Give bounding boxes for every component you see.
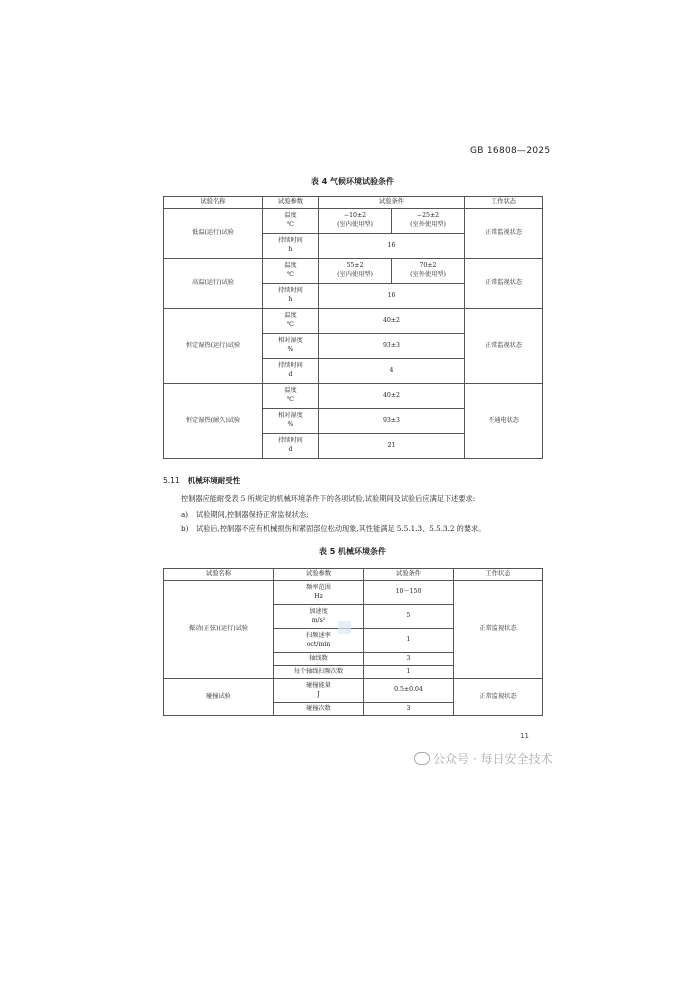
status-cell: 正常监视状态	[465, 209, 543, 259]
condition-cell: 21	[319, 434, 465, 459]
param-cell: 温度 ℃	[263, 259, 319, 284]
condition-cell: 10～150	[364, 581, 454, 605]
table5-caption: 表 5 机械环境条件	[318, 547, 387, 556]
test-name: 恒定湿热(耐久)试验	[164, 384, 263, 459]
param-cell: 温度 ℃	[263, 384, 319, 409]
condition-cell: 93±3	[319, 334, 465, 359]
condition-cell: −10±2 (室内使用型)	[319, 209, 392, 234]
param-cell: 轴线数	[274, 653, 364, 666]
table4-header-param: 试验参数	[263, 197, 319, 209]
status-cell: 正常监视状态	[454, 581, 543, 679]
condition-cell: 16	[319, 284, 465, 309]
test-name: 高温(运行)试验	[164, 259, 263, 309]
section-paragraph: 控制器应能耐受表 5 所规定的机械环境条件下的各项试验,试验期间及试验后应满足下述要求:	[181, 494, 476, 503]
table5-header-name: 试验名称	[164, 569, 274, 581]
param-cell: 碰撞能量 J	[274, 679, 364, 703]
param-cell: 相对湿度 %	[263, 334, 319, 359]
test-name: 低温(运行)试验	[164, 209, 263, 259]
condition-cell: 40±2	[319, 384, 465, 409]
condition-cell: 1	[364, 629, 454, 653]
status-cell: 正常监视状态	[465, 309, 543, 384]
condition-cell: 16	[319, 234, 465, 259]
scan-smudge	[338, 621, 351, 634]
list-item: b) 试验后,控制器不应有机械损伤和紧固部位松动现象,其性能满足 5.5.1.3、5.5.3.2 的要求。	[181, 524, 486, 533]
test-name: 碰撞试验	[164, 679, 274, 716]
condition-cell: 70±2 (室外使用型)	[392, 259, 465, 284]
watermark: 公众号 · 每日安全技术	[414, 750, 552, 767]
condition-cell: 93±3	[319, 409, 465, 434]
condition-cell: −25±2 (室外使用型)	[392, 209, 465, 234]
param-cell: 相对湿度 %	[263, 409, 319, 434]
standard-code: GB 16808—2025	[470, 146, 551, 156]
table5-header-status: 工作状态	[454, 569, 543, 581]
table4-header-condition: 试验条件	[319, 197, 465, 209]
param-cell: 持续时间 h	[263, 284, 319, 309]
section-heading: 5.11 机械环境耐受性	[163, 476, 241, 485]
table5-header-param: 试验参数	[274, 569, 364, 581]
test-name: 恒定湿热(运行)试验	[164, 309, 263, 384]
param-cell: 持续时间 d	[263, 359, 319, 384]
param-cell: 温度 ℃	[263, 209, 319, 234]
status-cell: 正常监视状态	[465, 259, 543, 309]
table4-caption: 表 4 气候环境试验条件	[310, 177, 395, 186]
param-cell: 碰撞次数	[274, 703, 364, 716]
table5-mechanical-conditions	[163, 568, 543, 716]
param-cell: 温度 ℃	[263, 309, 319, 334]
param-cell: 频率范围 Hz	[274, 581, 364, 605]
table4-header-status: 工作状态	[465, 197, 543, 209]
param-cell: 持续时间 h	[263, 234, 319, 259]
condition-cell: 40±2	[319, 309, 465, 334]
table5-header-condition: 试验条件	[364, 569, 454, 581]
status-cell: 正常监视状态	[454, 679, 543, 716]
condition-cell: 55±2 (室内使用型)	[319, 259, 392, 284]
condition-cell: 5	[364, 605, 454, 629]
condition-cell: 3	[364, 653, 454, 666]
condition-cell: 0.5±0.04	[364, 679, 454, 703]
param-cell: 加速度 m/s²	[274, 605, 364, 629]
condition-cell: 3	[364, 703, 454, 716]
test-name: 振动(正弦)(运行)试验	[164, 581, 274, 679]
condition-cell: 1	[364, 666, 454, 679]
table4-climate-conditions	[163, 196, 543, 459]
param-cell: 持续时间 d	[263, 434, 319, 459]
page-number: 11	[520, 732, 529, 740]
wechat-icon	[414, 752, 430, 765]
param-cell: 每个轴线扫频次数	[274, 666, 364, 679]
condition-cell: 4	[319, 359, 465, 384]
list-item: a) 试验期间,控制器保持正常监视状态;	[181, 510, 309, 519]
param-cell: 扫频速率 oct/min	[274, 629, 364, 653]
status-cell: 不通电状态	[465, 384, 543, 459]
table4-header-name: 试验名称	[164, 197, 263, 209]
